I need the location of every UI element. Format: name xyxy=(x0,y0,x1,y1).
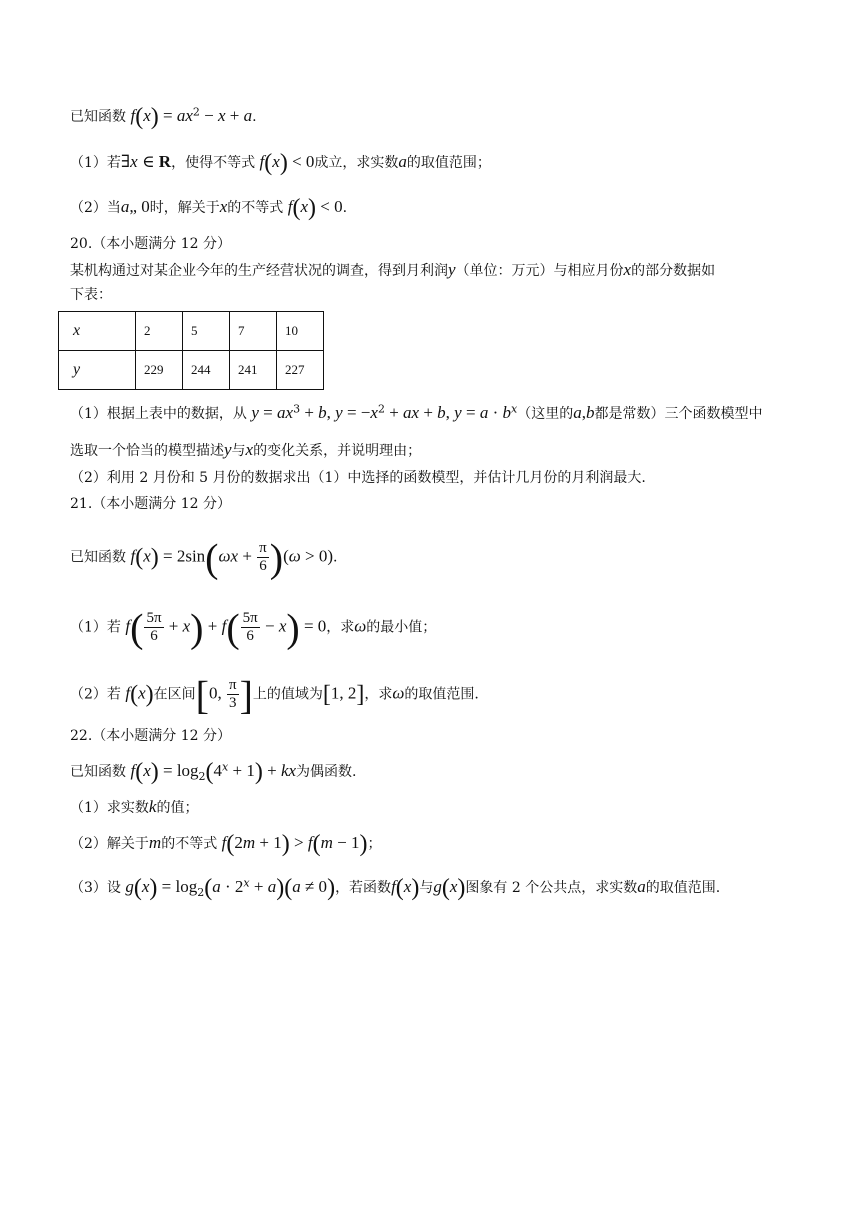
q22-header: 22.（本小题满分 12 分） xyxy=(70,728,231,744)
q21-header: 21.（本小题满分 12 分） xyxy=(70,496,231,512)
q20-intro-line2: 下表： xyxy=(70,287,112,303)
x-value: 10 xyxy=(277,312,324,351)
q19-part1: （1）若∃x ∈ R，使得不等式 f(x) < 0成立，求实数a的取值范围； xyxy=(70,150,491,176)
y-value: 241 xyxy=(230,351,277,390)
q21-part2: （2）若 f(x)在区间[0, $\frac{\pi}{3}$ ]上的值域为[1, 2]，求ω的取值范围. xyxy=(70,672,479,718)
q20-part1-line1: （1）根据上表中的数据，从 $y = ax^3 + b$, $y = -x^2$ + ax + b, $y = a \cdot b^x$（这里的a,b都是常数）三个函数模型中 xyxy=(70,402,763,422)
row-label-y: y xyxy=(59,351,136,390)
table-row-x xyxy=(59,312,324,351)
q22-part2: （2）解关于m的不等式 f(2m + 1) > f(m − 1)； xyxy=(70,831,382,857)
q22-part1: （1）求实数k的值； xyxy=(70,797,199,816)
q20-data-table xyxy=(58,311,324,390)
row-label-x: x xyxy=(59,312,136,351)
q19-part2: （2）当a„ 0时，解关于x的不等式 f(x) < 0. xyxy=(70,195,348,221)
q22-intro: 已知函数 $f(x) = \log_2(4^x + 1)$ + kx为偶函数. xyxy=(70,759,357,785)
y-value: 244 xyxy=(183,351,230,390)
table-row-y xyxy=(59,351,324,390)
q20-part2: （2）利用 2 月份和 5 月份的数据求出（1）中选择的函数模型，并估计几月份的月利润最大. xyxy=(70,470,646,486)
x-value: 2 xyxy=(136,312,183,351)
y-value: 229 xyxy=(136,351,183,390)
q20-intro-line1: 某机构通过对某企业今年的生产经营状况的调查，得到月利润y（单位：万元）与相应月份x的部分数据如 xyxy=(70,260,716,279)
x-value: 5 xyxy=(183,312,230,351)
q21-part1: （1）若 f( $\frac{5\pi}{6}$ + x) + f( $\frac{5\pi}{6}$ − x) = 0，求ω的最小值； xyxy=(70,605,437,651)
q20-header: 20.（本小题满分 12 分） xyxy=(70,236,231,252)
q21-intro: 已知函数 f(x) = 2sin(ωx + $\frac{\pi}{6}$ )(ω > 0). xyxy=(70,535,338,581)
q22-part3: （3）设 $g(x) = \log_2(a \cdot 2^x + a)(a \ne 0)$，若函数f(x)与g(x)图象有 2 个公共点，求实数a的取值范围. xyxy=(70,875,721,901)
q19-intro: 已知函数 $f(x) = ax^2 - x + a$. xyxy=(70,104,257,130)
x-value: 7 xyxy=(230,312,277,351)
q20-part1-line2: 选取一个恰当的模型描述y与x的变化关系，并说明理由； xyxy=(70,440,422,459)
y-value: 227 xyxy=(277,351,324,390)
